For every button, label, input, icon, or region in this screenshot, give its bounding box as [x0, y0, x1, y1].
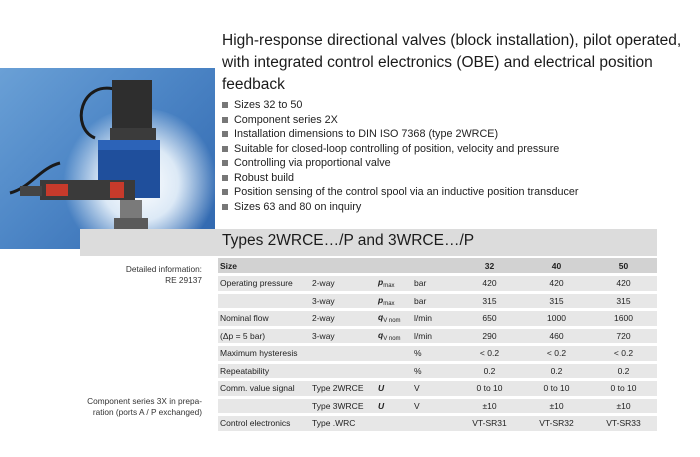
row-label: Comm. value signal	[218, 381, 310, 396]
table-row: Repeatability % 0.2 0.2 0.2	[218, 364, 657, 379]
page-title: High-response directional valves (block installation), pilot operated, with integrated control electronics (OBE) and electrical position feedback	[222, 32, 682, 93]
feature-item: Controlling via proportional valve	[222, 156, 579, 171]
symbol-cell: $p_{max}$	[376, 294, 412, 309]
component-series-note: Component series 3X in prepa- ration (ports A / P exchanged)	[87, 396, 202, 417]
bullet-square-icon	[222, 160, 228, 166]
size-column-header: 50	[590, 258, 657, 273]
row-label: Maximum hysteresis	[218, 346, 412, 361]
feature-item: Component series 2X	[222, 113, 579, 128]
bullet-square-icon	[222, 102, 228, 108]
table-row: Nominal flow 2-way $q_{V nom}$ l/min 650 1000 1600	[218, 311, 657, 326]
table-header-row	[218, 258, 657, 273]
row-sublabel: (Δp = 5 bar)	[218, 329, 310, 344]
feature-item: Robust build	[222, 171, 579, 186]
table-row: Comm. value signal Type 2WRCE U V 0 to 10 0 to 10 0 to 10	[218, 381, 657, 396]
bullet-square-icon	[222, 204, 228, 210]
spec-table	[218, 258, 657, 431]
size-header: Size	[218, 258, 310, 273]
feature-item: Suitable for closed-loop controlling of position, velocity and pressure	[222, 142, 579, 157]
table-row: Type 3WRCE U V ±10 ±10 ±10	[218, 399, 657, 414]
symbol-cell: $p_{max}$	[376, 276, 412, 291]
row-label: Operating pressure	[218, 276, 310, 291]
size-column-header: 40	[523, 258, 590, 273]
row-label: Repeatability	[218, 364, 412, 379]
table-row: (Δp = 5 bar) 3-way $q_{V nom}$ l/min 290 460 720	[218, 329, 657, 344]
symbol-cell: $q_{V nom}$	[376, 311, 412, 326]
row-label: Nominal flow	[218, 311, 310, 326]
bullet-square-icon	[222, 131, 228, 137]
bullet-square-icon	[222, 175, 228, 181]
feature-list	[222, 98, 579, 214]
product-image	[0, 68, 215, 249]
table-row: Control electronics Type .WRC VT-SR31 VT-SR32 VT-SR33	[218, 416, 657, 431]
symbol-cell: $q_{V nom}$	[376, 329, 412, 344]
table-row: Maximum hysteresis % < 0.2 < 0.2 < 0.2	[218, 346, 657, 361]
types-title: Types 2WRCE…/P and 3WRCE…/P	[222, 232, 475, 249]
bullet-square-icon	[222, 189, 228, 195]
feature-item: Sizes 32 to 50	[222, 98, 579, 113]
row-label: Control electronics	[218, 416, 310, 431]
feature-item: Installation dimensions to DIN ISO 7368 (type 2WRCE)	[222, 127, 579, 142]
symbol-cell: U	[376, 399, 412, 414]
symbol-cell: U	[376, 381, 412, 396]
feature-item: Position sensing of the control spool via an inductive position transducer	[222, 185, 579, 200]
feature-item: Sizes 63 and 80 on inquiry	[222, 200, 579, 215]
table-row: Operating pressure 2-way $p_{max}$ bar 420 420 420	[218, 276, 657, 291]
bullet-square-icon	[222, 146, 228, 152]
size-column-header: 32	[456, 258, 523, 273]
table-row: 3-way $p_{max}$ bar 315 315 315	[218, 294, 657, 309]
bullet-square-icon	[222, 117, 228, 123]
detailed-info-note: Detailed information: RE 29137	[125, 264, 202, 285]
